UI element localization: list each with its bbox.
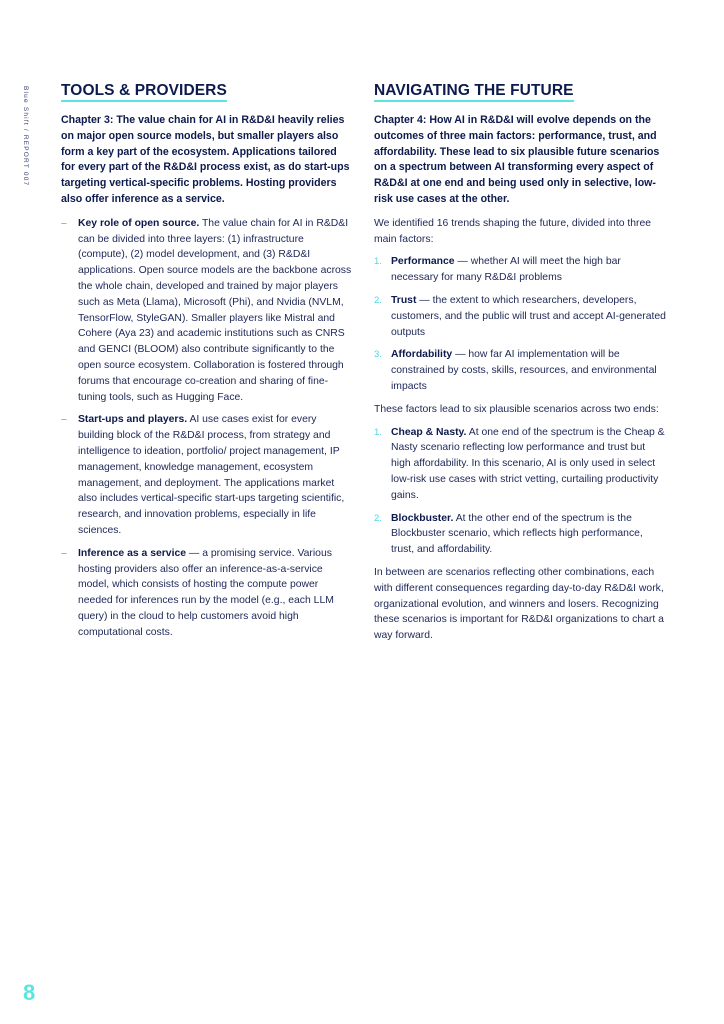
factors-list (374, 254, 666, 394)
bullet-title: Key role of open source. (78, 217, 200, 229)
trends-paragraph: We identified 16 trends shaping the future, divided into three main factors: (374, 217, 652, 245)
scenario-text: At one end of the spectrum is the Cheap & Nasty scenario reflecting low performance and trust but high affordability. In this scenario, AI is only used in select low-risk use cases with strict vetting, curtailing productivity gains. (391, 426, 665, 501)
left-column (61, 82, 353, 648)
list-item (374, 347, 666, 394)
list-item (61, 216, 353, 406)
number-marker: 1. (374, 256, 382, 268)
scenarios-paragraph: These factors lead to six plausible scenarios across two ends: (374, 403, 659, 415)
dash-marker: – (61, 217, 67, 229)
list-item (374, 254, 666, 286)
number-marker: 2. (374, 294, 382, 306)
factor-text: — whether AI will meet the high bar necessary for many R&D&I problems (391, 256, 621, 284)
bullet-title: Start-ups and players. (78, 414, 188, 426)
right-column (374, 82, 666, 651)
number-marker: 1. (374, 426, 382, 438)
tools-bullet-list (61, 216, 353, 641)
page-number: 8 (23, 980, 36, 1005)
report-side-label-text: Blue Shift / REPORT 007 (22, 86, 29, 187)
list-item (374, 293, 666, 340)
list-item (374, 511, 666, 558)
scenarios-list (374, 425, 666, 558)
list-item (61, 546, 353, 641)
scenario-text: At the other end of the spectrum is the Blockbuster scenario, which reflects high performance, trust, and affordability. (391, 512, 643, 556)
report-side-label (18, 86, 30, 196)
number-marker: 2. (374, 512, 382, 524)
dash-marker: – (61, 547, 67, 559)
factor-text: — the extent to which researchers, developers, customers, and the public will trust and accept AI-generated outputs (391, 294, 666, 338)
scenario-title: Blockbuster. (391, 512, 454, 524)
between-scenarios-paragraph: In between are scenarios reflecting other combinations, each with different consequences regarding day-to-day R&D&I work, organizational evolution, and winners and losers. Recognizing these scenarios is important for R&D&I organizations to chart a way forward. (374, 566, 664, 642)
bullet-text: AI use cases exist for every building block of the R&D&I process, from strategy and intelligence to ideation, portfolio/ project management, IP management, knowledge management, ecosystem management, and deployment. The applications market also includes vertical-specific start-ups targeting scientific, research, and innovation problems, especially in life sciences. (78, 414, 345, 536)
tools-providers-heading: TOOLS & PROVIDERS (61, 82, 227, 102)
navigating-future-heading: NAVIGATING THE FUTURE (374, 82, 574, 102)
factor-title: Performance (391, 256, 455, 268)
bullet-text: — a promising service. Various hosting providers also offer an inference-as-a-service model, which consists of hosting the compute power needed for inferences run by the model (e.g., each LLM query) in the cloud to help customers avoid high computational costs. (78, 547, 334, 638)
factor-title: Affordability (391, 349, 453, 361)
bullet-text: The value chain for AI in R&D&I can be divided into three layers: (1) infrastructure (compute), (2) model development, and (3) R&D&I applications. Open source models are the backbone across the whole chain, developed and trained by major players such as Meta (Llama), Microsoft (Phi), and Nvidia (NVLM, TensorFlow, StyleGAN). Smaller players like Mistral and Cohere (Aya 23) and academic institutions such as CNRS and GENCI (BLOOM) also contribute significantly to the open source ecosystem. Collaboration is fostered through forums that encourage co-creation and sharing of fine-tuning tools, such as Hugging Face. (78, 217, 352, 403)
list-item (374, 425, 666, 504)
factor-title: Trust (391, 294, 417, 306)
chapter-3-intro: Chapter 3: The value chain for AI in R&D&I heavily relies on major open source models, but smaller players also form a key part of the ecosystem. Applications tailored for every part of the R&D&I process exist, as do start-ups targeting vertical-specific problems. Hosting providers also offer inference as a service. (61, 114, 350, 205)
factor-text: — how far AI implementation will be constrained by costs, skills, resources, and environmental impacts (391, 349, 657, 392)
bullet-title: Inference as a service (78, 547, 187, 559)
number-marker: 3. (374, 349, 382, 361)
dash-marker: – (61, 414, 67, 426)
scenario-title: Cheap & Nasty. (391, 426, 467, 438)
chapter-4-intro: Chapter 4: How AI in R&D&I will evolve depends on the outcomes of three main factors: performance, trust, and affordability. These lead to six plausible future scenarios on a spectrum between AI transforming every aspect of R&D&I at one end and being used only in selective, low-risk use cases at the other. (374, 114, 660, 205)
list-item (61, 412, 353, 538)
